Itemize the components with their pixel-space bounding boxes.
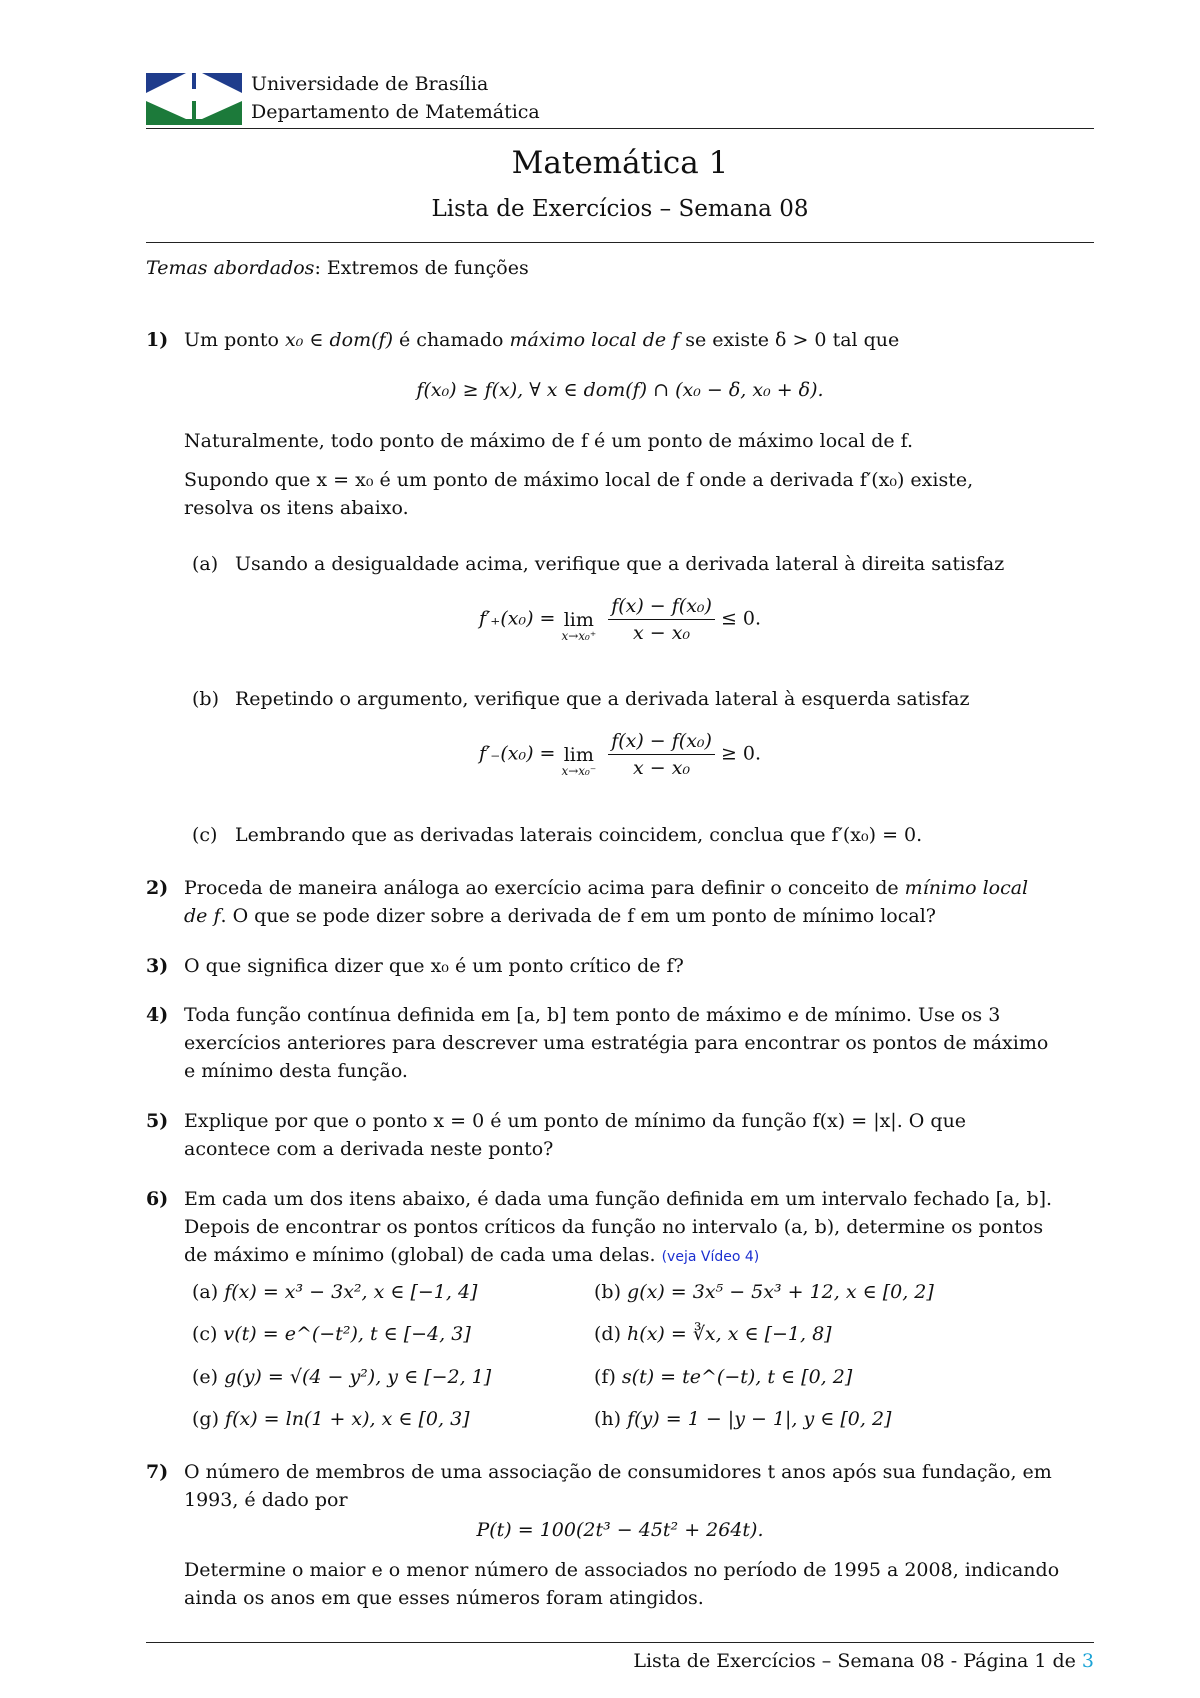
- q6-item-f: (f) s(t) = te^(−t), t ∈ [0, 2]: [594, 1366, 853, 1388]
- q4-line-2: exercícios anteriores para descrever uma estratégia para encontrar os pontos de máximo: [184, 1032, 1049, 1054]
- q1b-label: (b): [192, 688, 219, 710]
- q4-line-1: Toda função contínua definida em [a, b] tem ponto de máximo e de mínimo. Use os 3: [184, 1004, 1001, 1026]
- q6-item-b: (b) g(x) = 3x⁵ − 5x³ + 12, x ∈ [0, 2]: [594, 1281, 934, 1303]
- q6-line-3: de máximo e mínimo (global) de cada uma delas. (veja Vídeo 4): [184, 1244, 760, 1266]
- title-rule: [146, 242, 1094, 243]
- q4-number: 4): [146, 1004, 169, 1026]
- q1-number: 1): [146, 329, 169, 351]
- q1a-label: (a): [192, 553, 219, 575]
- q1a-formula: f′₊(x₀) = lim x→x₀⁺ $\frac{\text{f(x) − f(x₀)}}{\text{x − x₀}}$ ≤ 0.: [478, 595, 762, 644]
- q1b-text: Repetindo o argumento, verifique que a derivada lateral à esquerda satisfaz: [235, 688, 970, 710]
- institution-block: [251, 70, 540, 126]
- q5-number: 5): [146, 1110, 169, 1132]
- topics-value: : Extremos de funções: [314, 257, 529, 279]
- q1-inequality: f(x₀) ≥ f(x), ∀ x ∈ dom(f) ∩ (x₀ − δ, x₀ + δ).: [416, 379, 824, 401]
- q1a-text: Usando a desigualdade acima, verifique que a derivada lateral à direita satisfaz: [235, 553, 1005, 575]
- q1-paragraph-2a: Supondo que x = x₀ é um ponto de máximo local de f onde a derivada f′(x₀) existe,: [184, 469, 974, 491]
- document-title: Matemática 1: [511, 145, 729, 181]
- q6-number: 6): [146, 1188, 169, 1210]
- q1b-formula: f′₋(x₀) = lim x→x₀⁻ $\frac{\text{f(x) − f(x₀)}}{\text{x − x₀}}$ ≥ 0.: [478, 730, 762, 779]
- document-subtitle: Lista de Exercícios – Semana 08: [431, 196, 809, 222]
- q6-item-c: (c) v(t) = e^(−t²), t ∈ [−4, 3]: [192, 1323, 471, 1345]
- q2-line-1: Proceda de maneira análoga ao exercício acima para definir o conceito de mínimo local: [184, 877, 1029, 899]
- q6-line-2: Depois de encontrar os pontos críticos da função no intervalo (a, b), determine os pontos: [184, 1216, 1044, 1238]
- footer-rule: [146, 1642, 1094, 1643]
- q1-paragraph-1: Naturalmente, todo ponto de máximo de f é um ponto de máximo local de f.: [184, 430, 914, 452]
- q7-line-4: ainda os anos em que esses números foram atingidos.: [184, 1587, 704, 1609]
- q1-intro: Um ponto x₀ ∈ dom(f) é chamado máximo local de f se existe δ > 0 tal que: [184, 329, 900, 351]
- q7-line-2: 1993, é dado por: [184, 1489, 348, 1511]
- topics-label: Temas abordados: [146, 257, 315, 279]
- department-name: Departamento de Matemática: [251, 101, 540, 123]
- q7-number: 7): [146, 1461, 169, 1483]
- video-link[interactable]: (veja Vídeo 4): [661, 1249, 760, 1265]
- q7-line-3: Determine o maior e o menor número de associados no período de 1995 a 2008, indicando: [184, 1559, 1060, 1581]
- q3-number: 3): [146, 955, 169, 977]
- topics-line: [146, 257, 529, 279]
- q6-item-d: (d) h(x) = ∛x, x ∈ [−1, 8]: [594, 1323, 832, 1345]
- q1c-label: (c): [192, 824, 218, 846]
- q6-line-1: Em cada um dos itens abaixo, é dada uma função definida em um intervalo fechado [a, b].: [184, 1188, 1053, 1210]
- q7-line-1: O número de membros de uma associação de consumidores t anos após sua fundação, em: [184, 1461, 1052, 1483]
- q2-number: 2): [146, 877, 169, 899]
- q6-item-a: (a) f(x) = x³ − 3x², x ∈ [−1, 4]: [192, 1281, 478, 1303]
- university-name: Universidade de Brasília: [251, 73, 489, 95]
- q5-line-2: acontece com a derivada neste ponto?: [184, 1138, 554, 1160]
- q1c-text: Lembrando que as derivadas laterais coincidem, conclua que f′(x₀) = 0.: [235, 824, 923, 846]
- q7-formula: P(t) = 100(2t³ − 45t² + 264t).: [476, 1519, 764, 1541]
- q6-item-e: (e) g(y) = √(4 − y²), y ∈ [−2, 1]: [192, 1366, 492, 1388]
- total-pages-link[interactable]: 3: [1081, 1650, 1094, 1672]
- q6-item-g: (g) f(x) = ln(1 + x), x ∈ [0, 3]: [192, 1408, 470, 1430]
- q6-item-h: (h) f(y) = 1 − |y − 1|, y ∈ [0, 2]: [594, 1408, 892, 1430]
- q2-line-2: de f. O que se pode dizer sobre a derivada de f em um ponto de mínimo local?: [184, 905, 936, 927]
- unb-logo-icon: [146, 73, 242, 125]
- q1-paragraph-2b: resolva os itens abaixo.: [184, 497, 409, 519]
- q3-text: O que significa dizer que x₀ é um ponto crítico de f?: [184, 955, 684, 977]
- header-rule: [146, 128, 1094, 129]
- page-footer: Lista de Exercícios – Semana 08 - Página 1 de 3: [633, 1650, 1094, 1672]
- q4-line-3: e mínimo desta função.: [184, 1060, 408, 1082]
- q5-line-1: Explique por que o ponto x = 0 é um ponto de mínimo da função f(x) = |x|. O que: [184, 1110, 967, 1132]
